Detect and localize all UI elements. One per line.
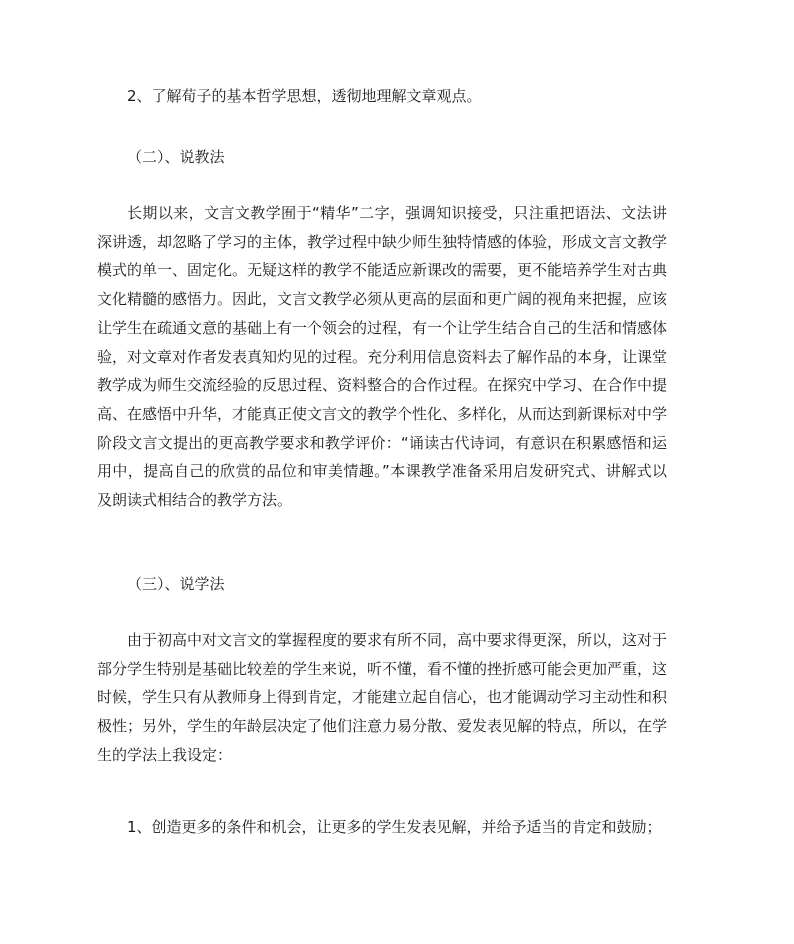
- section-heading-teaching-method: （二）、说教法: [127, 148, 225, 166]
- list-item-2: 2、了解荀子的基本哲学思想，透彻地理解文章观点。: [127, 87, 482, 105]
- paragraph-teaching-method: 长期以来，文言文教学囿于“精华”二字，强调知识接受，只注重把语法、文法讲深讲透，却忽略了学习的主体，教学过程中缺少师生独特情感的体验，形成文言文教学模式的单一、固定化。无疑这样的教学不能适应新课改的需要，更不能培养学生对古典文化精髓的感悟力。因此，文言文教学必须从更高的层面和更广阔的视角来把握，应该让学生在疏通文意的基础上有一个领会的过程，有一个让学生结合自己的生活和情感体验，对文章对作者发表真知灼见的过程。充分利用信息资料去了解作品的本身，让课堂教学成为师生交流经验的反思过程、资料整合的合作过程。在探究中学习、在合作中提高、在感悟中升华，才能真正使文言文的教学个性化、多样化，从而达到新课标对中学阶段文言文提出的更高教学要求和教学评价：“诵读古代诗词，有意识在积累感悟和运用中，提高自己的欣赏的品位和审美情趣。”本课教学准备采用启发研究式、讲解式以及朗读式相结合的教学方法。: [97, 204, 668, 510]
- list-item-1: 1、创造更多的条件和机会，让更多的学生发表见解，并给予适当的肯定和鼓励；: [127, 818, 662, 836]
- section-heading-learning-method: （三）、说学法: [127, 575, 225, 593]
- paragraph-learning-method: 由于初高中对文言文的掌握程度的要求有所不同，高中要求得更深，所以，这对于部分学生特别是基础比较差的学生来说，听不懂，看不懂的挫折感可能会更加严重，这时候，学生只有从教师身上得到肯定，才能建立起自信心，也才能调动学习主动性和积极性；另外，学生的年龄层决定了他们注意力易分散、爱发表见解的特点，所以，在学生的学法上我设定：: [97, 631, 668, 764]
